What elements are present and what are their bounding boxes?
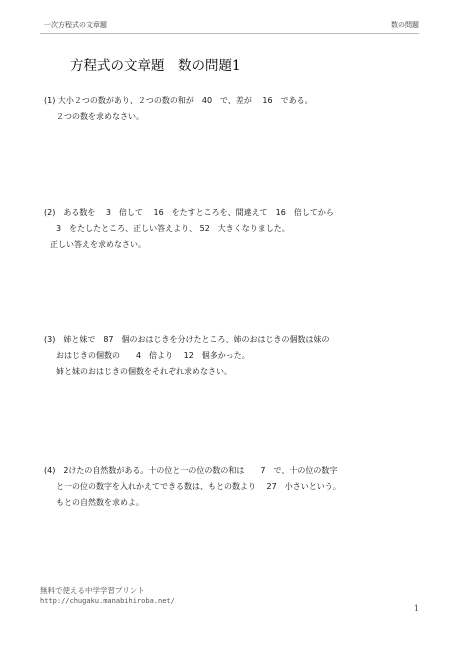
problem-2-line-2: 3 をたしたところ、正しい答えより、 52 大きくなりました。 xyxy=(56,224,290,233)
header-topic: 数の問題 xyxy=(391,21,419,29)
problem-4-line-1: (4) 2けたの自然数がある。十の位と一の位の数の和は 7 で、十の位の数字 xyxy=(44,466,338,475)
problem-4 xyxy=(44,463,434,511)
page-number: 1 xyxy=(413,604,419,613)
problem-2 xyxy=(44,205,434,253)
problem-3 xyxy=(44,332,434,380)
problem-4-line-2: と一の位の数字を入れかえてできる数は、もとの数より 27 小さいという。 xyxy=(56,482,341,491)
problem-2-line-3: 正しい答えを求めなさい。 xyxy=(50,240,146,249)
problem-3-line-3: 姉と妹のおはじきの個数をそれぞれ求めなさい。 xyxy=(56,367,232,376)
problem-1-line-2: ２つの数を求めなさい。 xyxy=(56,112,144,121)
footer-url: http://chugaku.manabihiroba.net/ xyxy=(40,597,175,605)
problem-2-line-1: (2) ある数を 3 倍して 16 をたすところを、間違えて 16 倍してから xyxy=(44,208,334,217)
header-divider xyxy=(40,33,419,34)
header-document-category: 一次方程式の文章題 xyxy=(44,21,107,29)
problem-1-line-1: (1) 大小２つの数があり、２つの数の和が 40 で、差が 16 である。 xyxy=(44,96,313,105)
problem-4-line-3: もとの自然数を求めよ。 xyxy=(56,498,144,507)
problem-3-line-2: おはじきの個数の 4 倍より 12 個多かった。 xyxy=(56,351,250,360)
problem-1 xyxy=(44,93,434,125)
page-title: 方程式の文章題 数の問題1 xyxy=(70,58,241,74)
problem-3-line-1: (3) 姉と妹で 87 個のおはじきを分けたところ、姉のおはじきの個数は妹の xyxy=(44,335,330,344)
footer xyxy=(40,585,175,607)
footer-site-name: 無料で使える中学学習プリント xyxy=(40,586,145,595)
